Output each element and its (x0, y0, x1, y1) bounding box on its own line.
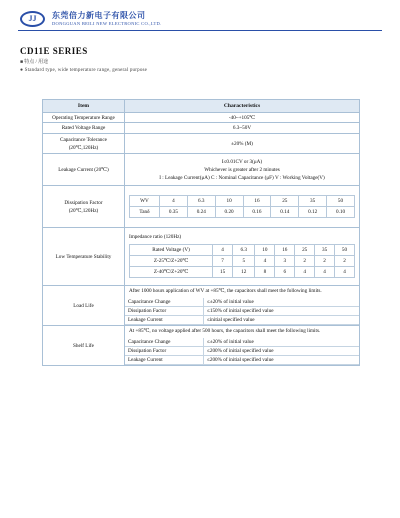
load-life-key: Dissipation Factor (125, 307, 204, 316)
cap-tol-label-cond: (20℃,120Hz) (68, 144, 99, 151)
low-temp-ratio-cell: 5 (233, 256, 255, 267)
op-temp-value: -40~+105℃ (125, 113, 360, 123)
low-temp-voltage-cell: 16 (275, 245, 295, 256)
spec-table (42, 99, 360, 366)
dissipation-tand-cell: 0.14 (271, 207, 299, 218)
low-temp-voltage-cell: 35 (315, 245, 335, 256)
shelf-life-note: At +85℃, no voltage applied after 500 hours, the capacitors shall meet the following limits. (129, 328, 321, 334)
cap-tol-value: ±20% (M) (125, 134, 360, 154)
low-temp-ratio-cell: 4 (295, 267, 315, 278)
low-temp-row2-header: Z-40℃/Z+20℃ (130, 267, 213, 278)
dissipation-tand-cell: 0.12 (299, 207, 327, 218)
shelf-life-key: Capacitance Change (125, 338, 204, 347)
company-name-en: DONGGUAN BEILI NEW ELECTRONIC CO.,LTD. (52, 21, 162, 26)
op-temp-label: Operating Temperature Range (43, 113, 125, 123)
low-temp-table (129, 244, 355, 278)
cap-tol-label-cell (43, 134, 125, 154)
low-temp-ratio-cell: 4 (335, 267, 355, 278)
row-rated-voltage (43, 123, 360, 134)
row-cap-tolerance (43, 134, 360, 154)
series-subtitle: ■ 特点 / 用途 (20, 60, 49, 65)
low-temp-ratio-cell: 8 (255, 267, 275, 278)
load-life-label: Load Life (43, 286, 125, 326)
low-temp-rated-header: Rated Voltage (V) (130, 245, 213, 256)
low-temp-ratio-cell: 2 (335, 256, 355, 267)
dissipation-tand-cell: 0.16 (243, 207, 271, 218)
header-item: Item (43, 100, 125, 113)
row-dissipation (43, 186, 360, 228)
row-operating-temp (43, 113, 360, 123)
dissipation-label: Dissipation Factor (64, 199, 103, 206)
low-temp-voltage-cell: 10 (255, 245, 275, 256)
dissipation-tand-cell: 0.10 (327, 207, 355, 218)
dissipation-tand-row (130, 207, 355, 218)
load-life-row (125, 307, 359, 316)
leakage-label: Leakage Current (20℃) (43, 154, 125, 186)
cap-tol-label: Capacitance Tolerance (60, 136, 107, 143)
shelf-life-value: ≤200% of initial specified value (204, 356, 360, 365)
series-title: CD11E SERIES (20, 46, 88, 56)
leakage-line-3: I : Leakage Current(μA) C : Nominal Capacitance (μF) V : Working Voltage(V) (159, 174, 325, 181)
low-temp-ratio-cell: 7 (213, 256, 233, 267)
series-description: ● Standard type, wide temperature range, general purpose (20, 68, 148, 73)
dissipation-wv-row (130, 196, 355, 207)
low-temp-label: Low Temperature Stability (43, 228, 125, 286)
low-temp-ratio-cell: 3 (275, 256, 295, 267)
dissipation-tand-cell: 0.35 (159, 207, 187, 218)
low-temp-ratio-row (130, 256, 355, 267)
shelf-life-row (125, 356, 359, 365)
dissipation-wv-cell: 4 (159, 196, 187, 207)
shelf-life-key: Dissipation Factor (125, 347, 204, 356)
dissipation-wv-cell: 6.3 (187, 196, 215, 207)
dissipation-tand-cell: 0.24 (187, 207, 215, 218)
load-life-cell (125, 286, 360, 326)
rated-voltage-label: Rated Voltage Range (43, 123, 125, 134)
row-leakage (43, 154, 360, 186)
row-low-temp (43, 228, 360, 286)
low-temp-voltage-row (130, 245, 355, 256)
leakage-value (125, 154, 360, 186)
shelf-life-limits (125, 338, 359, 365)
load-life-value: ≤initial specified value (204, 316, 360, 325)
table-header-row (43, 100, 360, 113)
dissipation-tand-cell: 0.20 (215, 207, 243, 218)
shelf-life-row (125, 347, 359, 356)
low-temp-ratio-cell: 12 (233, 267, 255, 278)
leakage-line-2: Whichever is greater after 2 minutes (204, 166, 280, 173)
load-life-row (125, 298, 359, 307)
low-temp-caption: Impedance ratio (120Hz) (129, 234, 182, 240)
low-temp-cell (125, 228, 360, 286)
shelf-life-label: Shelf Life (43, 326, 125, 366)
low-temp-ratio-cell: 4 (255, 256, 275, 267)
low-temp-ratio-cell: 2 (315, 256, 335, 267)
dissipation-wv-header: WV (130, 196, 160, 207)
dissipation-wv-cell: 16 (243, 196, 271, 207)
low-temp-voltage-cell: 25 (295, 245, 315, 256)
shelf-life-key: Leakage Current (125, 356, 204, 365)
low-temp-ratio-cell: 2 (295, 256, 315, 267)
low-temp-voltage-cell: 6.3 (233, 245, 255, 256)
dissipation-wv-cell: 50 (327, 196, 355, 207)
dissipation-tand-header: Tanδ (130, 207, 160, 218)
dissipation-table-cell (125, 186, 360, 228)
dissipation-wv-cell: 10 (215, 196, 243, 207)
low-temp-ratio-row (130, 267, 355, 278)
low-temp-ratio-cell: 15 (213, 267, 233, 278)
header-divider (18, 30, 382, 31)
leakage-line-1: I≤0.01CV or 3(μA) (221, 158, 263, 165)
dissipation-wv-cell: 25 (271, 196, 299, 207)
low-temp-ratio-cell: 6 (275, 267, 295, 278)
load-life-key: Capacitance Change (125, 298, 204, 307)
company-name-cn: 东莞倍力新电子有限公司 (52, 11, 146, 20)
low-temp-voltage-cell: 4 (213, 245, 233, 256)
load-life-limits (125, 298, 359, 325)
dissipation-label-cond: (20℃,120Hz) (68, 207, 99, 214)
shelf-life-row (125, 338, 359, 347)
load-life-value: ≤150% of initial specified value (204, 307, 360, 316)
load-life-key: Leakage Current (125, 316, 204, 325)
load-life-row (125, 316, 359, 325)
low-temp-ratio-cell: 4 (315, 267, 335, 278)
dissipation-wv-cell: 35 (299, 196, 327, 207)
load-life-note: After 1000 hours application of WV at +85℃, the capacitors shall meet the following limits. (129, 288, 322, 294)
row-shelf-life (43, 326, 360, 366)
header-characteristics: Characteristics (125, 100, 360, 113)
dissipation-table (129, 195, 355, 218)
company-logo: JJ (20, 11, 45, 27)
shelf-life-cell (125, 326, 360, 366)
load-life-value: ≤±20% of initial value (204, 298, 360, 307)
row-load-life (43, 286, 360, 326)
low-temp-row1-header: Z-25℃/Z+20℃ (130, 256, 213, 267)
dissipation-label-cell (43, 186, 125, 228)
low-temp-voltage-cell: 50 (335, 245, 355, 256)
rated-voltage-value: 6.3~50V (125, 123, 360, 134)
shelf-life-value: ≤±20% of initial value (204, 338, 360, 347)
shelf-life-value: ≤200% of initial specified value (204, 347, 360, 356)
